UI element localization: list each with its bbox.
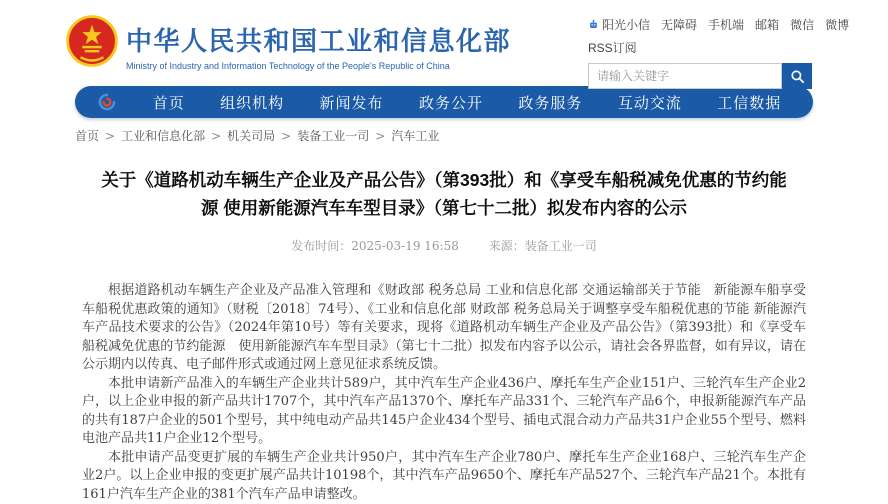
breadcrumb-equipment-dept[interactable]: 装备工业一司 [297, 127, 369, 144]
quick-link-assistant[interactable] [588, 16, 650, 33]
assistant-robot-icon [588, 19, 599, 30]
publish-time-label: 发布时间： [291, 239, 351, 253]
article-paragraph: 根据道路机动车辆生产企业及产品准入管理和《财政部 税务总局 工业和信息化部 交通运输部关于节能 新能源车船享受车船税优惠政策的通知》（财税〔2018〕74号）、《工业和信息化部 财政部 税务总局关于调整享受车船税优惠的节能 新能源汽车产品技术要求的公告》（2024年第10号）等有关要求，现将《道路机动车辆生产企业及产品公告》（第393批）和《享受车船税减免优惠的节约能源 使用新能源汽车车型目录》（第七十二批）拟发布内容予以公示，请社会各界监督，如有异议，请在公示期内以传真、电子邮件形式或通过网上意见征求系统反馈。 [82, 282, 806, 375]
breadcrumb-miit[interactable]: 工业和信息化部 [121, 127, 205, 144]
breadcrumb [75, 127, 813, 144]
quick-link-wechat[interactable] [790, 16, 814, 33]
breadcrumb-separator: > [281, 129, 291, 143]
main-nav [75, 86, 813, 118]
article-title: 关于《道路机动车辆生产企业及产品公告》（第393批）和《享受车船税减免优惠的节约能源 使用新能源汽车车型目录》（第七十二批）拟发布内容的公示 [82, 166, 806, 222]
search-bar [588, 63, 812, 89]
breadcrumb-auto-industry[interactable]: 汽车工业 [391, 127, 439, 144]
source-value: 装备工业一司 [525, 239, 597, 253]
nav-item-gov-services[interactable]: 政务服务 [518, 92, 582, 113]
quick-link-mailbox[interactable] [755, 16, 779, 33]
article-paragraph: 本批申请产品变更扩展的车辆生产企业共计950户，其中汽车生产企业780户、摩托车生产企业168户、三轮汽车生产企业2户。以上企业申报的变更扩展产品共计10198个，其中汽车产品9650个、摩托车产品527个、三轮汽车产品21个。本批有161户汽车生产企业的381个汽车产品申请整改。 [82, 449, 806, 504]
quick-link-label: 阳光小信 [602, 16, 650, 33]
nav-item-news[interactable]: 新闻发布 [320, 92, 384, 113]
quick-link-label: 无障碍 [661, 16, 697, 33]
nav-items [117, 92, 813, 113]
nav-item-interaction[interactable]: 互动交流 [618, 92, 682, 113]
quick-link-label: 微信 [790, 16, 814, 33]
miit-swirl-icon [97, 92, 117, 112]
nav-item-data[interactable]: 工信数据 [717, 92, 781, 113]
search-icon [790, 69, 805, 84]
quick-link-label: 微博 [825, 16, 849, 33]
quick-link-accessibility[interactable] [661, 16, 697, 33]
article-paragraph: 本批申请新产品准入的车辆生产企业共计589户，其中汽车生产企业436户、摩托车生产企业151户、三轮汽车生产企业2户，以上企业申报的新产品共计1707个，其中汽车产品1370个、摩托车产品331个、三轮汽车产品6个，申报新能源汽车产品的共有187户企业的501个型号，其中纯电动产品共145户企业434个型号、插电式混合动力产品共31户企业55个型号、燃料电池产品共11户企业12个型号。 [82, 375, 806, 449]
breadcrumb-departments[interactable]: 机关司局 [227, 127, 275, 144]
quick-link-weibo[interactable] [825, 16, 849, 33]
breadcrumb-home[interactable]: 首页 [75, 127, 99, 144]
article-body [82, 282, 806, 504]
rss-subscribe-link[interactable]: RSS订阅 [588, 39, 812, 56]
breadcrumb-separator: > [211, 129, 221, 143]
search-input[interactable] [588, 63, 782, 89]
breadcrumb-separator: > [375, 129, 385, 143]
national-emblem-logo [66, 15, 118, 67]
site-brand [126, 21, 511, 71]
nav-item-organization[interactable]: 组织机构 [220, 92, 284, 113]
site-title-zh: 中华人民共和国工业和信息化部 [126, 21, 511, 58]
site-title-en: Ministry of Industry and Information Technology of the People's Republic of China [126, 61, 511, 71]
quick-link-label: 手机端 [708, 16, 744, 33]
publish-time-value: 2025-03-19 16:58 [351, 239, 459, 253]
quick-link-label: 邮箱 [755, 16, 779, 33]
article-meta [82, 237, 806, 254]
site-header [0, 0, 888, 84]
nav-item-home[interactable]: 首页 [153, 92, 185, 113]
quick-links [588, 16, 812, 33]
breadcrumb-separator: > [105, 129, 115, 143]
article [82, 166, 806, 504]
nav-item-gov-disclosure[interactable]: 政务公开 [419, 92, 483, 113]
quick-link-mobile[interactable] [708, 16, 744, 33]
header-utilities [588, 16, 812, 89]
source-label: 来源： [489, 239, 525, 253]
search-button[interactable] [782, 63, 812, 89]
